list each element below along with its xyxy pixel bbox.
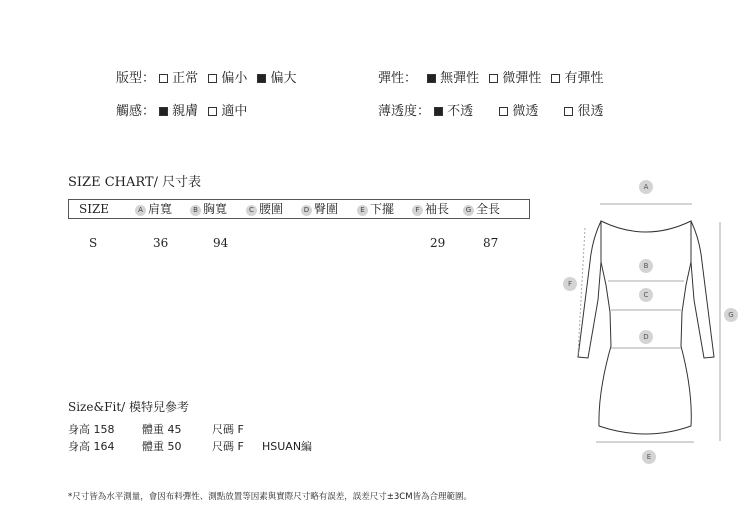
row-sleeve-value: 29	[430, 236, 446, 250]
size-chart-title: SIZE CHART/ 尺寸表	[68, 175, 202, 190]
letter-a-icon: A	[135, 205, 146, 216]
fit-option-normal: 正常	[159, 71, 198, 87]
column-length: G 全長	[463, 202, 500, 216]
column-shoulder: A 肩寬	[135, 202, 172, 216]
dress-outline	[578, 221, 714, 434]
marker-f-icon: F	[563, 277, 577, 291]
sheer-option-very: 很透	[564, 104, 603, 120]
fit-label: 版型：	[116, 71, 156, 86]
model-size: 尺碼 F	[212, 423, 244, 436]
column-chest: B 胸寬	[190, 202, 227, 216]
model-weight: 體重 50	[142, 440, 182, 453]
stretch-label: 彈性：	[378, 71, 418, 86]
marker-b-icon: B	[639, 259, 653, 273]
stretch-option-slight: 微彈性	[489, 71, 541, 87]
sheer-option-slight: 微透	[499, 104, 538, 120]
model-weight: 體重 45	[142, 423, 182, 436]
letter-b-icon: B	[190, 205, 201, 216]
stretch-option-yes: 有彈性	[551, 71, 603, 87]
size-header-label: SIZE	[79, 202, 110, 216]
row-shoulder-value: 36	[153, 236, 169, 250]
touch-label: 觸感：	[116, 104, 156, 119]
marker-a-icon: A	[639, 180, 653, 194]
model-size: 尺碼 F	[212, 440, 244, 453]
letter-e-icon: E	[357, 205, 368, 216]
sheer-option-none: 不透	[434, 104, 473, 120]
letter-d-icon: D	[301, 205, 312, 216]
row-size: S	[89, 236, 98, 250]
model-height: 身高 164	[68, 440, 115, 453]
column-hip: D 臀圍	[301, 202, 338, 216]
model-fit-title: Size&Fit/ 模特兒參考	[68, 400, 190, 414]
stretch-option-none: 無彈性	[427, 71, 479, 87]
marker-g-icon: G	[724, 308, 738, 322]
column-hem: E 下擺	[357, 202, 394, 216]
marker-d-icon: D	[639, 330, 653, 344]
fit-option-large: 偏大	[257, 71, 296, 87]
marker-e-icon: E	[642, 450, 656, 464]
fit-option-small: 偏小	[208, 71, 247, 87]
letter-f-icon: F	[412, 205, 423, 216]
letter-g-icon: G	[463, 205, 474, 216]
row-chest-value: 94	[213, 236, 229, 250]
touch-option-medium: 適中	[208, 104, 247, 120]
column-waist: C 腰圍	[246, 202, 283, 216]
marker-c-icon: C	[639, 288, 653, 302]
model-height: 身高 158	[68, 423, 115, 436]
measurement-footnote: *尺寸皆為水平測量，會因布料彈性、測點放置等因素與實際尺寸略有誤差，誤差尺寸±3CM皆為合理範圍。	[68, 492, 473, 502]
letter-c-icon: C	[246, 205, 257, 216]
model-name: HSUAN編	[262, 440, 313, 453]
column-sleeve: F 袖長	[412, 202, 449, 216]
row-length-value: 87	[483, 236, 499, 250]
touch-option-soft: 親膚	[159, 104, 198, 120]
sheer-label: 薄透度：	[378, 104, 431, 119]
